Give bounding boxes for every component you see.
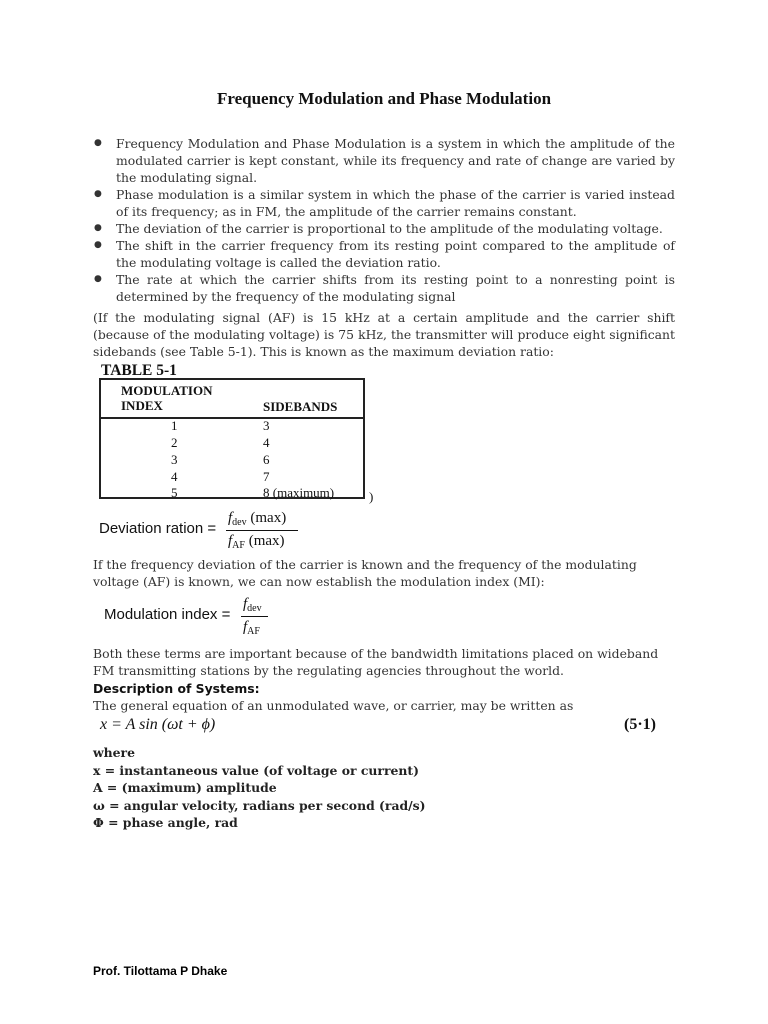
- table-cell-sidebands: 8 (maximum): [263, 485, 335, 500]
- paragraph-modulation-index: If the frequency deviation of the carrier is known and the frequency of the modulating voltage (AF) is known, we can now establish the modulation index (MI):: [93, 557, 637, 589]
- paragraph-sidebands: (If the modulating signal (AF) is 15 kHz at a certain amplitude and the carrier shift (because of the modulating voltage) is 75 kHz, the transmitter will produce eight significant sidebands (see Table 5-1). This is known as the maximum deviation ratio:: [93, 310, 675, 359]
- section-heading: Description of Systems:: [93, 681, 260, 696]
- table-cell-index: 3: [171, 452, 178, 467]
- bullet-item: ● Frequency Modulation and Phase Modulation is a system in which the amplitude of the modulated carrier is kept constant, while its frequency and rate of change are varied by the modulating signal.: [93, 135, 675, 186]
- table-cell-index: 5: [171, 485, 178, 500]
- footer-author: Prof. Tilottama P Dhake: [93, 964, 228, 978]
- definition-line: ω = angular velocity, radians per second (rad/s): [93, 797, 426, 813]
- page-title: Frequency Modulation and Phase Modulation: [216, 89, 552, 108]
- carrier-equation: x = A sin (ωt + ϕ): [100, 716, 216, 733]
- definition-line: x = instantaneous value (of voltage or current): [93, 762, 419, 778]
- equation-number: (5·1): [624, 716, 656, 733]
- table-header-index: MODULATION INDEX: [121, 383, 213, 413]
- bullet-item: ● The rate at which the carrier shifts from its resting point to a nonresting point is determined by the frequency of the modulating signal: [93, 271, 675, 305]
- table-cell-index: 1: [171, 418, 178, 433]
- definition-line: where: [93, 745, 135, 760]
- paragraph-bandwidth: Both these terms are important because of the bandwidth limitations placed on wideband FM transmitting stations by the regulating agencies throughout the world.: [93, 646, 659, 678]
- fraction-bar: [226, 530, 298, 531]
- deviation-numerator: $f_{dev}$ (max): [228, 510, 287, 528]
- table-cell-index: 4: [171, 469, 178, 484]
- stray-parenthesis: ): [369, 489, 374, 504]
- table-caption: TABLE 5-1: [101, 362, 177, 379]
- fraction-bar: [241, 616, 268, 617]
- bullet-item: ● The deviation of the carrier is proportional to the amplitude of the modulating voltage.: [93, 220, 675, 237]
- table-cell-index: 2: [171, 435, 178, 450]
- bullet-item: ● The shift in the carrier frequency from its resting point compared to the amplitude of the modulating voltage is called the deviation ratio.: [93, 237, 675, 271]
- definition-line: A = (maximum) amplitude: [93, 780, 277, 795]
- paragraph-equation-intro: The general equation of an unmodulated wave, or carrier, may be written as: [93, 698, 574, 713]
- bullet-list: [93, 135, 675, 305]
- definitions-list: [93, 744, 426, 832]
- table-cell-sidebands: 7: [263, 469, 270, 484]
- deviation-formula-label: Deviation ration =: [99, 520, 217, 537]
- table-cell-sidebands: 6: [263, 452, 270, 467]
- bullet-item: ● Phase modulation is a similar system in which the phase of the carrier is varied instead of its frequency; as in FM, the amplitude of the carrier remains constant.: [93, 186, 675, 220]
- mi-denominator: $f_{AF}$: [243, 619, 260, 637]
- mi-numerator: $f_{dev}$: [243, 596, 262, 614]
- mi-formula-label: Modulation index =: [104, 606, 231, 623]
- table-cell-sidebands: 3: [263, 418, 270, 433]
- definition-line: Φ = phase angle, rad: [93, 815, 238, 830]
- table-header-sidebands: SIDEBANDS: [263, 399, 338, 414]
- modulation-table: [99, 378, 365, 499]
- deviation-denominator: $f_{AF}$ (max): [228, 533, 285, 551]
- table-divider: [101, 417, 363, 419]
- table-cell-sidebands: 4: [263, 435, 270, 450]
